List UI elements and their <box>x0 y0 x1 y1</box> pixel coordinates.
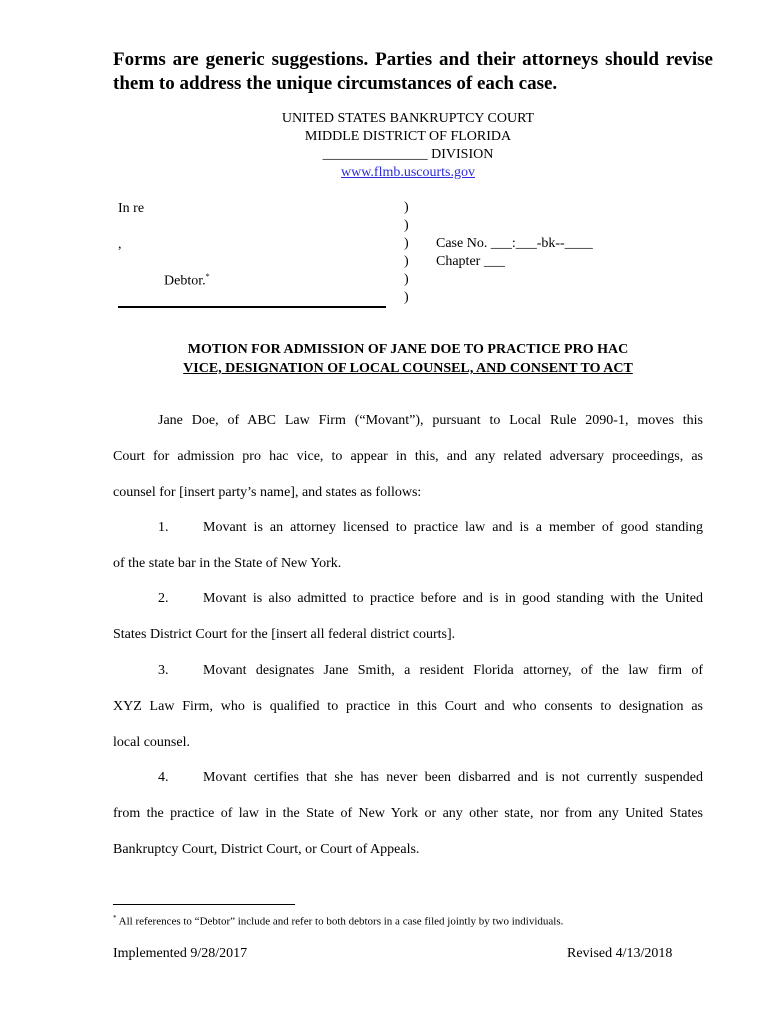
chapter-number: Chapter ___ <box>436 254 505 269</box>
paragraph-number: 2. <box>158 591 169 606</box>
footer-revised: Revised 4/13/2018 <box>567 946 673 961</box>
paragraph-number: 4. <box>158 770 169 785</box>
caption-debtor-label <box>164 272 210 290</box>
paren: ) <box>404 254 409 269</box>
motion-title-line-2-text: VICE, DESIGNATION OF LOCAL COUNSEL, AND CONSENT TO ACT <box>183 361 633 376</box>
paragraph-line: Movant certifies that she has never been disbarred and is not currently suspended <box>203 770 703 785</box>
debtor-label-text: Debtor. <box>164 273 206 289</box>
case-number: Case No. ___:___-bk--____ <box>436 236 593 251</box>
court-header <box>0 110 770 182</box>
paren: ) <box>404 218 409 233</box>
footer-implemented: Implemented 9/28/2017 <box>113 946 248 961</box>
court-district: MIDDLE DISTRICT OF FLORIDA <box>304 129 512 144</box>
caption-in-re: In re <box>118 201 145 216</box>
paragraph-line: Movant is an attorney licensed to practice law and is a member of good standing <box>203 520 703 535</box>
caption-debtor-name-blank: , <box>118 237 122 252</box>
paren: ) <box>404 236 409 251</box>
motion-title-line-2 <box>113 361 703 377</box>
paren: ) <box>404 290 409 305</box>
paragraph-number: 1. <box>158 520 169 535</box>
debtor-footnote-mark: * <box>205 272 210 281</box>
motion-title-line-1: MOTION FOR ADMISSION OF JANE DOE TO PRACTICE PRO HAC <box>187 342 629 357</box>
footnote-text: All references to “Debtor” include and refer to both debtors in a case filed jointly by two individuals. <box>116 915 564 928</box>
footnote-rule <box>113 904 295 905</box>
intro-line: Court for admission pro hac vice, to appear in this, and any related adversary proceedings, as <box>113 449 703 464</box>
caption-rule <box>118 306 386 308</box>
form-notice: Forms are generic suggestions. Parties and their attorneys should revise them to address the unique circumstances of each case. <box>113 49 713 94</box>
paren: ) <box>404 200 409 215</box>
paragraph-line: States District Court for the [insert all federal district courts]. <box>113 627 456 642</box>
court-name: UNITED STATES BANKRUPTCY COURT <box>281 111 535 126</box>
court-division: _______________ DIVISION <box>322 147 494 162</box>
paragraph-line: of the state bar in the State of New York. <box>113 556 342 571</box>
paren: ) <box>404 272 409 287</box>
paragraph-line: Movant is also admitted to practice before and is in good standing with the United <box>203 591 703 606</box>
footnote <box>113 914 563 928</box>
footnote-mark: * <box>113 914 117 922</box>
court-website-link[interactable]: www.flmb.uscourts.gov <box>340 165 476 180</box>
paragraph-line: local counsel. <box>113 735 190 750</box>
paragraph-line: Movant designates Jane Smith, a resident Florida attorney, of the law firm of <box>203 663 703 678</box>
caption-parens <box>404 199 409 307</box>
paragraph-line: Bankruptcy Court, District Court, or Court of Appeals. <box>113 842 420 857</box>
paragraph-number: 3. <box>158 663 169 678</box>
intro-line: Jane Doe, of ABC Law Firm (“Movant”), pursuant to Local Rule 2090-1, moves this <box>158 413 703 428</box>
paragraph-line: XYZ Law Firm, who is qualified to practice in this Court and who consents to designation as <box>113 699 703 714</box>
intro-line: counsel for [insert party’s name], and states as follows: <box>113 485 422 500</box>
paragraph-line: from the practice of law in the State of New York or any other state, nor from any United States <box>113 806 703 821</box>
